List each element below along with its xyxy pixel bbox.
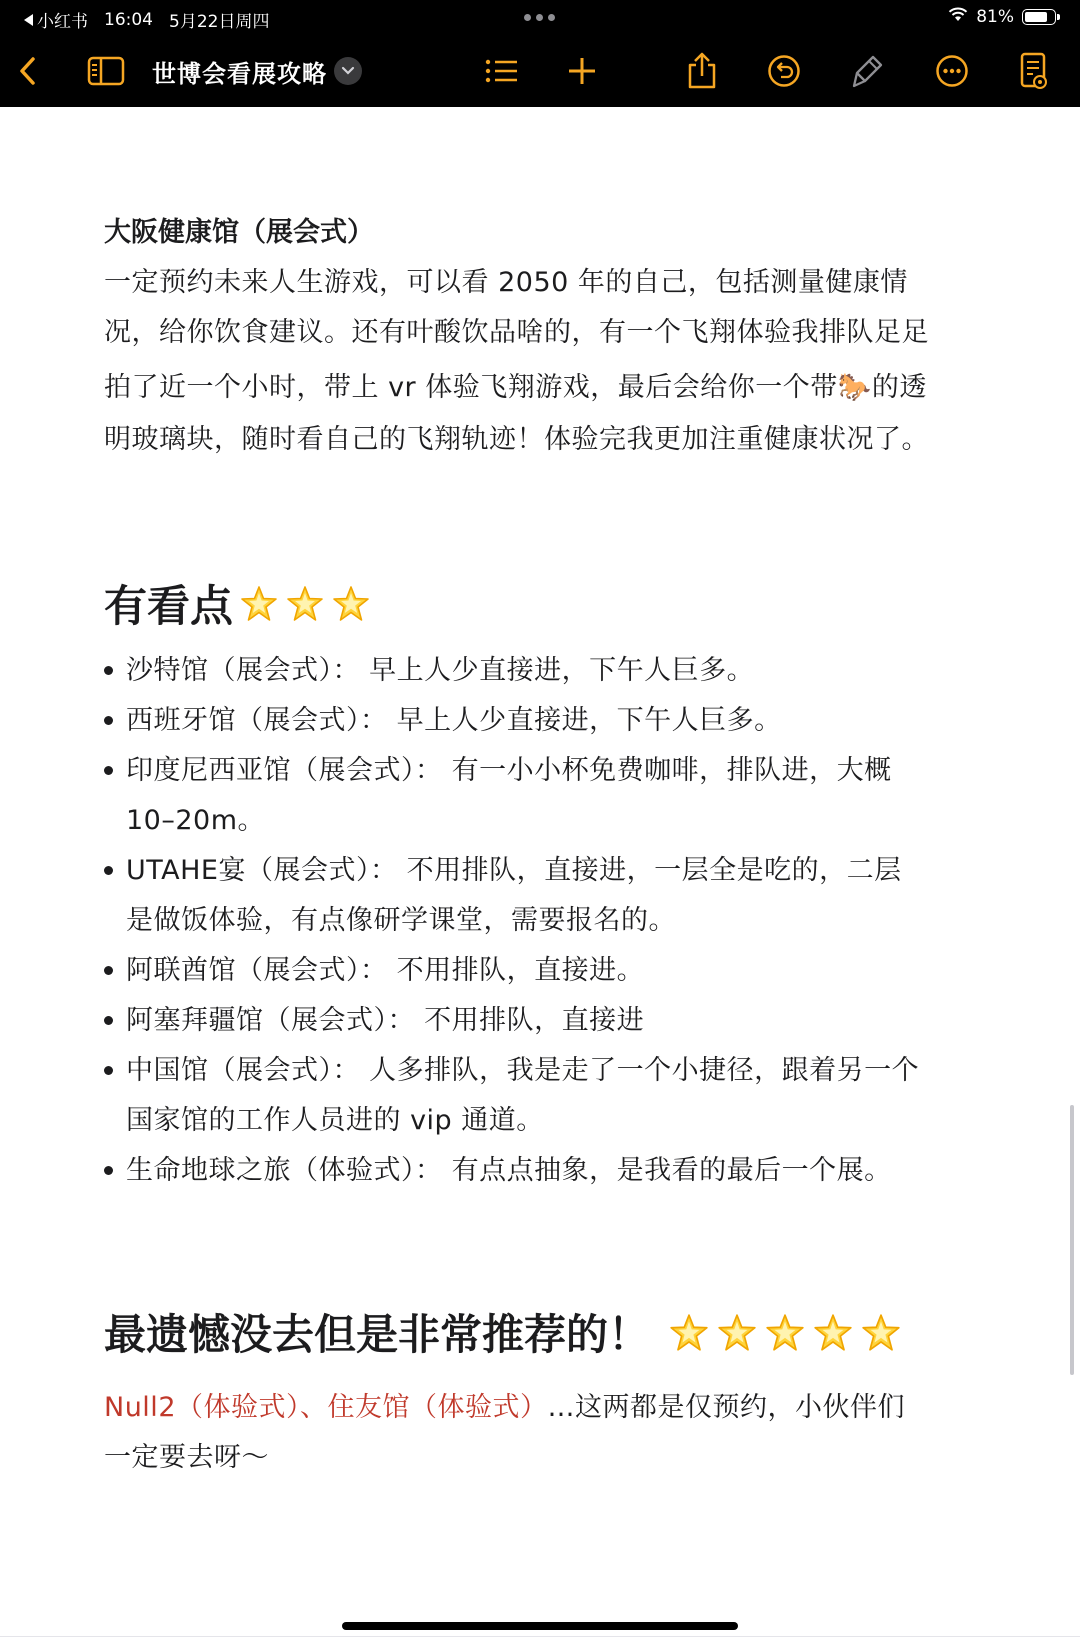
bullet-icon — [104, 1066, 113, 1075]
list-item-continuation: 国家馆的工作人员进的 vip 通道。 — [126, 1105, 544, 1136]
list-icon[interactable] — [478, 44, 526, 98]
recommend-line — [104, 1385, 905, 1424]
sidebar-toggle-icon[interactable] — [82, 44, 130, 98]
markup-pen-icon[interactable] — [844, 44, 892, 98]
list-item: 印度尼西亚馆（展会式）： 有一小小杯免费咖啡，排队进，大概 — [126, 755, 892, 786]
battery-percent: 81% — [976, 7, 1014, 27]
home-indicator[interactable] — [342, 1622, 738, 1630]
multitasking-dots[interactable] — [524, 14, 555, 21]
bullet-icon — [104, 1016, 113, 1025]
list-item: 阿塞拜疆馆（展会式）： 不用排队，直接进 — [126, 1005, 645, 1036]
star-icon — [764, 1312, 806, 1364]
star-icon — [285, 584, 325, 635]
divider — [0, 1636, 1080, 1637]
list-item: 生命地球之旅（体验式）： 有点点抽象，是我看的最后一个展。 — [126, 1155, 892, 1186]
section-heading — [104, 573, 371, 635]
paragraph-line: 况，给你饮食建议。还有叶酸饮品啥的，有一个飞翔体验我排队足足 — [104, 317, 929, 348]
undo-icon[interactable] — [760, 44, 808, 98]
star-rating — [668, 1312, 902, 1364]
star-icon — [716, 1312, 758, 1364]
back-chevron-icon[interactable] — [4, 44, 52, 98]
list-item-continuation: 10–20m。 — [126, 805, 266, 836]
recommend-text: …这两都是仅预约，小伙伴们 — [547, 1392, 905, 1423]
star-icon — [239, 584, 279, 635]
recommended-pavilions: Null2（体验式）、住友馆（体验式） — [104, 1392, 548, 1423]
wifi-icon — [948, 7, 968, 27]
bullet-icon — [104, 766, 113, 775]
list-item: 阿联酋馆（展会式）： 不用排队，直接进。 — [126, 955, 645, 986]
list-item: UTAHE宴（展会式）： 不用排队，直接进，一层全是吃的，二层 — [126, 855, 902, 886]
view-note-icon[interactable] — [1010, 44, 1058, 98]
star-rating — [239, 584, 371, 635]
status-bar — [0, 0, 1080, 36]
more-options-icon[interactable] — [928, 44, 976, 98]
status-time: 16:04 — [104, 9, 153, 30]
section-heading-text: 最遗憾没去但是非常推荐的！ — [104, 1310, 651, 1359]
star-icon — [812, 1312, 854, 1364]
bullet-icon — [104, 1166, 113, 1175]
section-heading — [104, 1302, 902, 1364]
bullet-icon — [104, 966, 113, 975]
list-item: 中国馆（展会式）： 人多排队，我是走了一个小捷径，跟着另一个 — [126, 1055, 920, 1086]
battery-icon — [1022, 9, 1056, 25]
scrollbar[interactable] — [1070, 1105, 1074, 1375]
notes-toolbar — [0, 44, 1080, 98]
back-to-app-link[interactable] — [24, 7, 88, 32]
top-bar — [0, 0, 1080, 107]
paragraph-line: 拍了近一个小时，带上 vr 体验飞翔游戏，最后会给你一个带🐎的透 — [104, 372, 927, 403]
section-heading: 大阪健康馆（展会式） — [104, 217, 374, 248]
document-title[interactable]: 世博会看展攻略 — [152, 60, 327, 88]
list-item-continuation: 是做饭体验，有点像研学课堂，需要报名的。 — [126, 905, 676, 936]
bullet-icon — [104, 866, 113, 875]
star-icon — [331, 584, 371, 635]
paragraph-line: 一定预约未来人生游戏，可以看 2050 年的自己，包括测量健康情 — [104, 267, 908, 298]
back-app-label: 小红书 — [37, 12, 88, 32]
star-icon — [860, 1312, 902, 1364]
back-triangle-icon — [24, 14, 33, 26]
add-icon[interactable] — [558, 44, 606, 98]
star-icon — [668, 1312, 710, 1364]
recommend-line-2: 一定要去呀～ — [104, 1442, 269, 1473]
bullet-icon — [104, 666, 113, 675]
section-heading-text: 有看点 — [104, 582, 233, 632]
share-icon[interactable] — [678, 44, 726, 98]
list-item: 沙特馆（展会式）： 早上人少直接进，下午人巨多。 — [126, 655, 755, 686]
status-date: 5月22日周四 — [169, 12, 270, 32]
bullet-icon — [104, 716, 113, 725]
list-item: 西班牙馆（展会式）： 早上人少直接进，下午人巨多。 — [126, 705, 782, 736]
title-menu-chevron-icon[interactable] — [334, 57, 362, 85]
paragraph-line: 明玻璃块，随时看自己的飞翔轨迹！体验完我更加注重健康状况了。 — [104, 424, 929, 455]
